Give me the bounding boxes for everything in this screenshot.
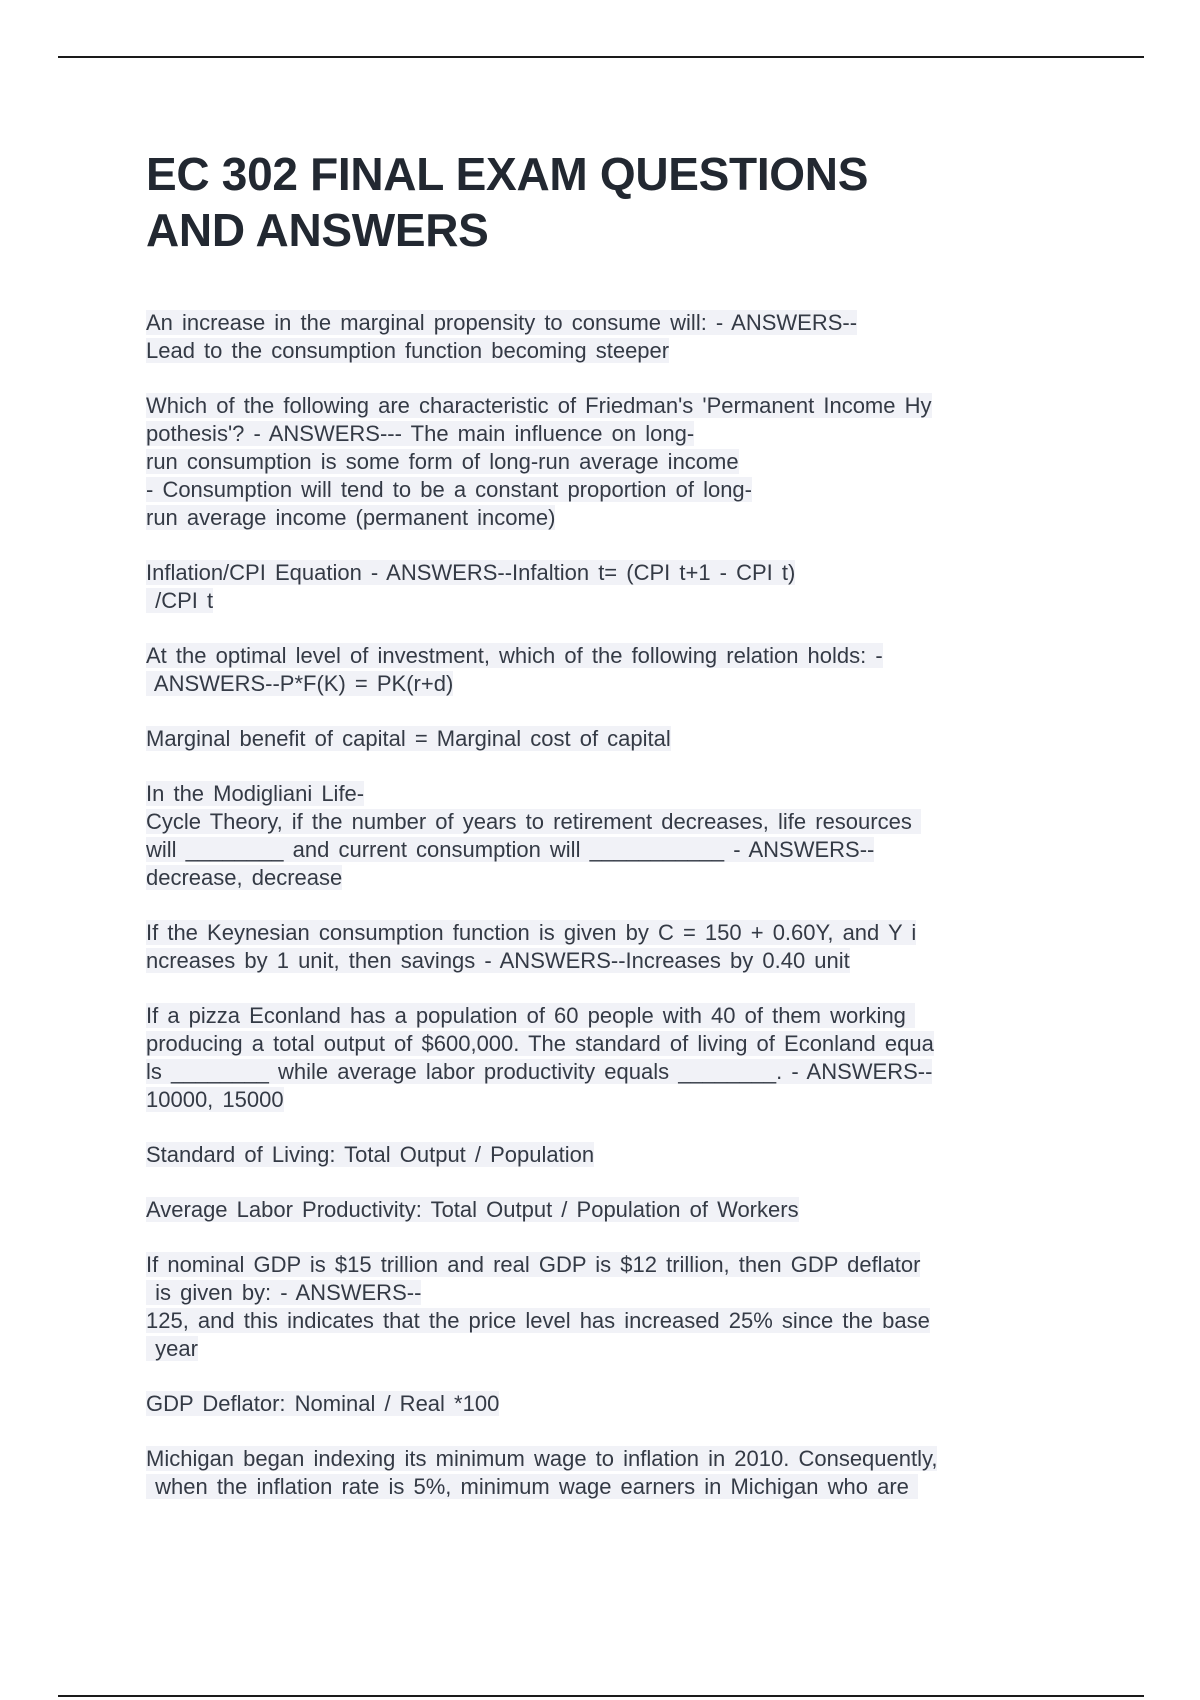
paragraph-line — [146, 337, 1061, 365]
qa-paragraph — [146, 1141, 1061, 1169]
paragraph-line-text: run consumption is some form of long-run average income — [146, 449, 739, 474]
paragraph-line — [146, 1279, 1061, 1307]
paragraph-line-text: when the inflation rate is 5%, minimum wage earners in Michigan who are — [146, 1474, 919, 1499]
qa-content — [146, 309, 1061, 1528]
qa-paragraph — [146, 919, 1061, 975]
paragraph-line-text: Marginal benefit of capital = Marginal cost of capital — [146, 726, 671, 751]
paragraph-line-text: year — [146, 1336, 198, 1361]
paragraph-line — [146, 1030, 1061, 1058]
paragraph-line — [146, 1473, 1061, 1501]
paragraph-line-text: will ________ and current consumption will ___________ - ANSWERS-- — [146, 837, 875, 862]
paragraph-line — [146, 836, 1061, 864]
paragraph-line — [146, 1002, 1061, 1030]
qa-paragraph — [146, 1002, 1061, 1114]
paragraph-line-text: Standard of Living: Total Output / Population — [146, 1142, 595, 1167]
paragraph-line — [146, 1335, 1061, 1363]
paragraph-line-text: At the optimal level of investment, which of the following relation holds: - — [146, 643, 883, 668]
paragraph-line-text: ls ________ while average labor productivity equals ________. - ANSWERS-- — [146, 1059, 933, 1084]
qa-paragraph — [146, 309, 1061, 365]
paragraph-line — [146, 587, 1061, 615]
qa-paragraph — [146, 1445, 1061, 1501]
paragraph-line-text: decrease, decrease — [146, 865, 343, 890]
paragraph-line — [146, 1445, 1061, 1473]
qa-paragraph — [146, 725, 1061, 753]
paragraph-line-text: is given by: - ANSWERS-- — [146, 1280, 422, 1305]
paragraph-line-text: 125, and this indicates that the price level has increased 25% since the base — [146, 1308, 930, 1333]
paragraph-line — [146, 642, 1061, 670]
paragraph-line-text: - Consumption will tend to be a constant proportion of long- — [146, 477, 752, 502]
paragraph-line — [146, 559, 1061, 587]
qa-paragraph — [146, 780, 1061, 892]
paragraph-line-text: GDP Deflator: Nominal / Real *100 — [146, 1391, 500, 1416]
title-line: EC 302 FINAL EXAM QUESTIONS — [146, 148, 869, 200]
paragraph-line — [146, 808, 1061, 836]
qa-paragraph — [146, 642, 1061, 698]
bottom-divider — [58, 1695, 1144, 1697]
paragraph-line — [146, 504, 1061, 532]
qa-paragraph — [146, 1196, 1061, 1224]
paragraph-line-text: If the Keynesian consumption function is given by C = 150 + 0.60Y, and Y i — [146, 920, 917, 945]
qa-paragraph — [146, 392, 1061, 532]
paragraph-line-text: Average Labor Productivity: Total Output / Population of Workers — [146, 1197, 799, 1222]
paragraph-line-text: pothesis'? - ANSWERS--- The main influence on long- — [146, 421, 695, 446]
paragraph-line — [146, 420, 1061, 448]
paragraph-line — [146, 864, 1061, 892]
document-title — [146, 146, 1046, 258]
paragraph-line-text: ncreases by 1 unit, then savings - ANSWERS--Increases by 0.40 unit — [146, 948, 850, 973]
qa-paragraph — [146, 559, 1061, 615]
paragraph-line — [146, 725, 1061, 753]
paragraph-line — [146, 947, 1061, 975]
paragraph-line-text: /CPI t — [146, 588, 214, 613]
paragraph-line-text: In the Modigliani Life- — [146, 781, 365, 806]
paragraph-line — [146, 1307, 1061, 1335]
paragraph-line-text: Cycle Theory, if the number of years to retirement decreases, life resources — [146, 809, 921, 834]
paragraph-line-text: producing a total output of $600,000. The standard of living of Econland equa — [146, 1031, 934, 1056]
paragraph-line — [146, 1251, 1061, 1279]
paragraph-line-text: An increase in the marginal propensity to consume will: - ANSWERS-- — [146, 310, 858, 335]
paragraph-line — [146, 1058, 1061, 1086]
paragraph-line-text: ANSWERS--P*F(K) = PK(r+d) — [146, 671, 454, 696]
paragraph-line — [146, 476, 1061, 504]
paragraph-line — [146, 1086, 1061, 1114]
paragraph-line-text: run average income (permanent income) — [146, 505, 556, 530]
paragraph-line-text: If a pizza Econland has a population of 60 people with 40 of them working — [146, 1003, 916, 1028]
paragraph-line — [146, 1390, 1061, 1418]
paragraph-line-text: Inflation/CPI Equation - ANSWERS--Infaltion t= (CPI t+1 - CPI t) — [146, 560, 796, 585]
paragraph-line — [146, 780, 1061, 808]
paragraph-line-text: 10000, 15000 — [146, 1087, 284, 1112]
paragraph-line — [146, 448, 1061, 476]
paragraph-line-text: Lead to the consumption function becoming steeper — [146, 338, 670, 363]
top-divider — [58, 56, 1144, 58]
paragraph-line-text: Michigan began indexing its minimum wage to inflation in 2010. Consequently, — [146, 1446, 938, 1471]
paragraph-line-text: Which of the following are characteristic of Friedman's 'Permanent Income Hy — [146, 393, 932, 418]
qa-paragraph — [146, 1390, 1061, 1418]
paragraph-line — [146, 309, 1061, 337]
paragraph-line — [146, 670, 1061, 698]
qa-paragraph — [146, 1251, 1061, 1363]
paragraph-line — [146, 1196, 1061, 1224]
title-line: AND ANSWERS — [146, 204, 489, 256]
paragraph-line — [146, 919, 1061, 947]
paragraph-line-text: If nominal GDP is $15 trillion and real GDP is $12 trillion, then GDP deflator — [146, 1252, 921, 1277]
paragraph-line — [146, 392, 1061, 420]
paragraph-line — [146, 1141, 1061, 1169]
